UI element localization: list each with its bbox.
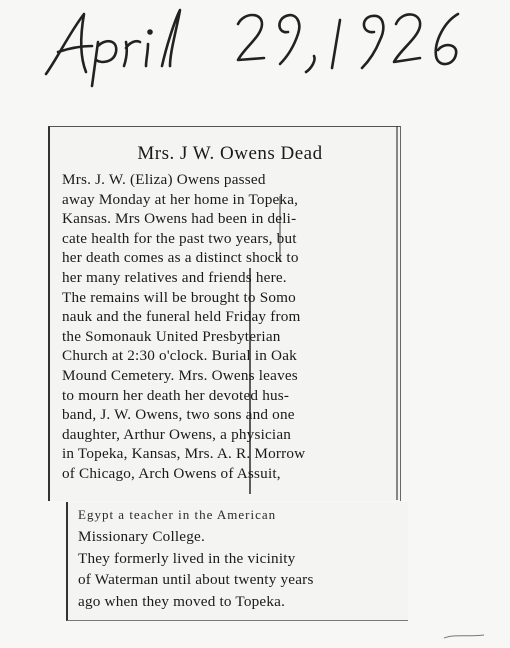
article-line: daughter, Arthur Owens, a physician bbox=[62, 425, 292, 443]
article-line: Kansas. Mrs Owens had been in deli- bbox=[62, 210, 297, 228]
article-line: ago when they moved to Topeka. bbox=[78, 592, 286, 610]
article-line: in Topeka, Kansas, Mrs. A. R. Morrow bbox=[62, 445, 306, 463]
page-mark bbox=[440, 628, 490, 642]
article-line: the Somonauk United Presbyterian bbox=[62, 327, 281, 345]
article-line: Mrs. J. W. (Eliza) Owens passed bbox=[62, 171, 266, 188]
article-line: band, J. W. Owens, two sons and one bbox=[62, 406, 295, 424]
headline: Mrs. J W. Owens Dead bbox=[137, 143, 323, 164]
article-line: her death comes as a distinct shock to bbox=[62, 249, 299, 267]
handwritten-date bbox=[40, 2, 480, 92]
article-line: away Monday at her home in Topeka, bbox=[62, 190, 299, 208]
article-line: of Chicago, Arch Owens of Assuit, bbox=[62, 465, 281, 482]
column-rule bbox=[396, 126, 398, 500]
article-line: nauk and the funeral held Friday from bbox=[62, 308, 301, 326]
article-line: Egypt a teacher in the American bbox=[78, 507, 277, 522]
article-line: Mound Cemetery. Mrs. Owens leaves bbox=[62, 367, 298, 384]
article-line: to mourn her death her devoted hus- bbox=[62, 386, 290, 404]
article-line: They formerly lived in the vicinity bbox=[78, 549, 296, 567]
article-line: her many relatives and friends here. bbox=[62, 269, 287, 286]
article-line: of Waterman until about twenty years bbox=[78, 571, 314, 588]
article-line: Missionary College. bbox=[78, 528, 205, 545]
article-line: Church at 2:30 o'clock. Burial in Oak bbox=[62, 347, 297, 365]
article-line: cate health for the past two years, but bbox=[62, 229, 297, 247]
article-line: The remains will be brought to Somo bbox=[62, 288, 296, 306]
